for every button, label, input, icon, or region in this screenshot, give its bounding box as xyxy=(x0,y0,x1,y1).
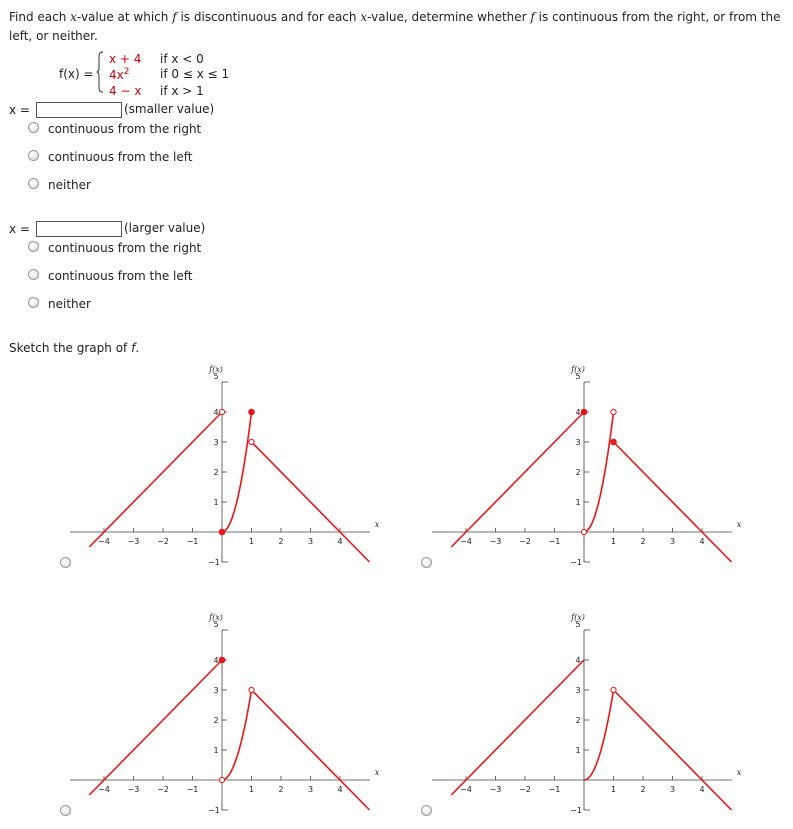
part2-radio-left[interactable] xyxy=(28,269,39,280)
x-axis-label: x xyxy=(736,768,742,777)
x-tick-label: −2 xyxy=(519,537,531,546)
x-tick-label: −2 xyxy=(519,785,531,794)
piece-3-condition: if x > 1 xyxy=(160,84,204,98)
sketch-prompt: Sketch the graph of f. xyxy=(9,341,140,355)
part1-option-right: continuous from the right xyxy=(48,122,202,136)
x-tick-label: −3 xyxy=(127,785,140,794)
graph-option-4[interactable] xyxy=(432,610,752,820)
part1-radio-neither[interactable] xyxy=(28,178,39,189)
graph-radio-4[interactable] xyxy=(421,805,432,816)
closed-point xyxy=(219,657,225,663)
x-tick-label: 4 xyxy=(337,785,343,794)
graph-option-1[interactable] xyxy=(70,362,390,572)
curve-segment-1 xyxy=(451,660,584,795)
x-tick-label: 4 xyxy=(337,537,343,546)
x-tick-label: −2 xyxy=(157,785,169,794)
x-tick-label: −4 xyxy=(98,785,110,794)
y-tick-label-top: 5 xyxy=(575,372,581,381)
piece-1-condition: if x < 0 xyxy=(160,52,204,66)
curve-segment-2 xyxy=(222,690,252,780)
open-point xyxy=(249,439,254,444)
y-tick-label: 1 xyxy=(575,498,581,507)
y-tick-label: 4 xyxy=(213,408,219,417)
y-tick-label: 3 xyxy=(575,686,581,695)
closed-point xyxy=(611,439,617,445)
x-tick-label: −3 xyxy=(127,537,140,546)
open-point xyxy=(219,777,224,782)
x-tick-label: 4 xyxy=(699,537,705,546)
y-tick-label: 1 xyxy=(575,746,581,755)
part1-option-neither: neither xyxy=(48,178,91,192)
y-axis-label: f(x) xyxy=(209,365,223,374)
x-tick-label: −4 xyxy=(98,537,110,546)
smaller-x-input[interactable] xyxy=(36,102,122,118)
closed-point xyxy=(219,529,225,535)
larger-value-hint: (larger value) xyxy=(124,221,206,235)
y-tick-label: 2 xyxy=(213,716,219,725)
x-tick-label: 2 xyxy=(640,785,646,794)
graph-option-3[interactable] xyxy=(70,610,390,820)
curve-segment-2 xyxy=(584,690,614,780)
graph-radio-3[interactable] xyxy=(60,805,71,816)
open-point xyxy=(581,529,586,534)
part2-option-neither: neither xyxy=(48,297,91,311)
piece-2-condition: if 0 ≤ x ≤ 1 xyxy=(160,67,230,81)
y-axis-label: f(x) xyxy=(571,613,585,622)
x-tick-label: 1 xyxy=(610,537,617,546)
question-text: Find each x-value at which f is discontinuous and for each x-value, determine whether f is continuous from the right, or from the left, or neither. xyxy=(9,10,781,43)
curve-segment-1 xyxy=(451,412,584,547)
larger-x-input[interactable] xyxy=(36,221,122,237)
x-tick-label: −4 xyxy=(460,537,472,546)
x-tick-label: 4 xyxy=(699,785,705,794)
y-tick-label-top: 5 xyxy=(575,620,581,629)
y-tick-label-top: 5 xyxy=(213,372,219,381)
y-tick-label: 2 xyxy=(575,468,581,477)
curve-segment-1 xyxy=(89,660,222,795)
x-tick-label: 3 xyxy=(307,537,314,546)
y-tick-label-bottom: −1 xyxy=(208,558,220,567)
piece-1-expr: x + 4 xyxy=(109,52,142,66)
y-tick-label: 4 xyxy=(575,656,581,665)
y-tick-label-bottom: −1 xyxy=(570,558,582,567)
x-tick-label: 2 xyxy=(278,537,284,546)
closed-point xyxy=(249,409,255,415)
x-tick-label: 1 xyxy=(248,785,255,794)
x-tick-label: 1 xyxy=(248,537,255,546)
y-tick-label-top: 5 xyxy=(213,620,219,629)
piece-3-expr: 4 − x xyxy=(109,84,142,98)
piece-2-expr: $4x^2$ xyxy=(109,67,130,82)
graph-radio-1[interactable] xyxy=(60,557,71,568)
x-tick-label: −1 xyxy=(186,537,199,546)
function-lhs: f(x) = xyxy=(59,67,94,81)
open-point xyxy=(611,687,616,692)
smaller-value-hint: (smaller value) xyxy=(124,102,215,116)
x-tick-label: 1 xyxy=(610,785,617,794)
x-tick-label: −4 xyxy=(460,785,472,794)
x-tick-label: −1 xyxy=(548,537,561,546)
y-tick-label: 2 xyxy=(213,468,219,477)
left-brace-icon xyxy=(96,51,104,93)
x-tick-label: 3 xyxy=(307,785,314,794)
y-tick-label: 1 xyxy=(213,498,219,507)
x-axis-label: x xyxy=(736,520,742,529)
x-tick-label: −1 xyxy=(548,785,561,794)
y-tick-label: 2 xyxy=(575,716,581,725)
x-tick-label: 3 xyxy=(669,537,676,546)
x-tick-label: 2 xyxy=(278,785,284,794)
curve-segment-1 xyxy=(89,412,222,547)
graph-option-2[interactable] xyxy=(432,362,752,572)
x-axis-label: x xyxy=(374,768,380,777)
x-label-smaller: x = xyxy=(9,103,30,117)
part2-option-right: continuous from the right xyxy=(48,241,202,255)
x-tick-label: −3 xyxy=(489,537,502,546)
y-tick-label: 3 xyxy=(213,686,219,695)
y-tick-label-bottom: −1 xyxy=(570,806,582,815)
part1-radio-left[interactable] xyxy=(28,150,39,161)
y-tick-label: 3 xyxy=(213,438,219,447)
graph-radio-2[interactable] xyxy=(421,557,432,568)
x-axis-label: x xyxy=(374,520,380,529)
y-axis-label: f(x) xyxy=(571,365,585,374)
open-point xyxy=(219,409,224,414)
part2-radio-neither[interactable] xyxy=(28,297,39,308)
y-tick-label: 4 xyxy=(213,656,219,665)
x-tick-label: 3 xyxy=(669,785,676,794)
open-point xyxy=(611,409,616,414)
open-point xyxy=(249,687,254,692)
y-tick-label: 3 xyxy=(575,438,581,447)
y-axis-label: f(x) xyxy=(209,613,223,622)
x-tick-label: −3 xyxy=(489,785,502,794)
y-tick-label: 1 xyxy=(213,746,219,755)
x-tick-label: 2 xyxy=(640,537,646,546)
y-tick-label-bottom: −1 xyxy=(208,806,220,815)
x-tick-label: −1 xyxy=(186,785,199,794)
x-tick-label: −2 xyxy=(157,537,169,546)
closed-point xyxy=(581,409,587,415)
part2-option-left: continuous from the left xyxy=(48,269,193,283)
part1-option-left: continuous from the left xyxy=(48,150,193,164)
x-label-larger: x = xyxy=(9,222,30,236)
y-tick-label: 4 xyxy=(575,408,581,417)
part1-radio-right[interactable] xyxy=(28,122,39,133)
part2-radio-right[interactable] xyxy=(28,241,39,252)
